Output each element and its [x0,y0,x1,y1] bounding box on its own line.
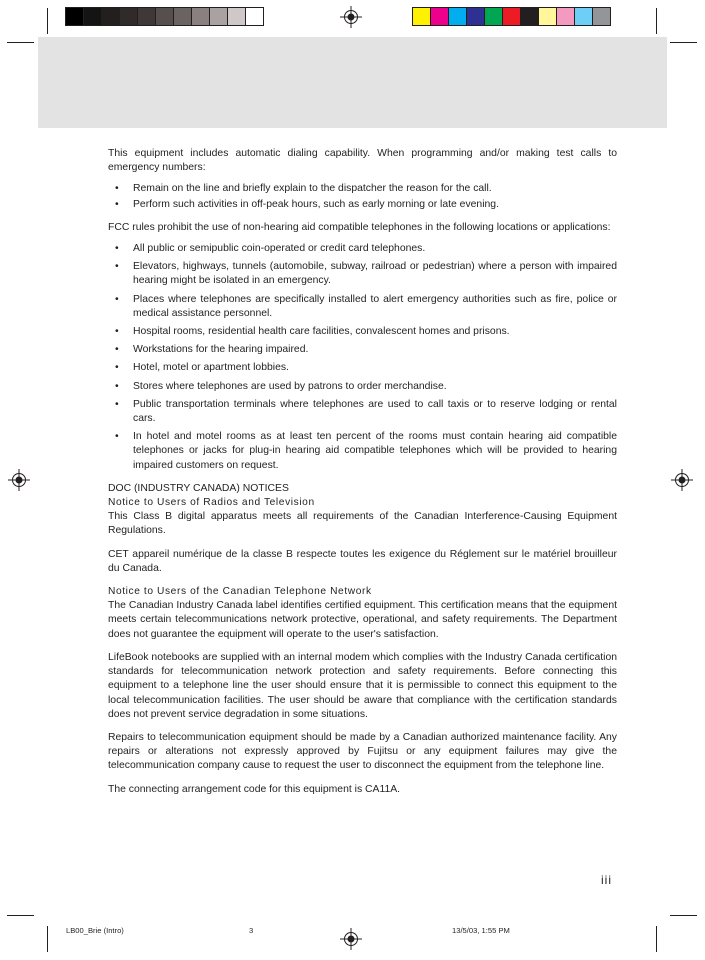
code-text: The connecting arrangement code for this equipment is CA11A. [108,783,401,795]
footer-page: 3 [249,926,254,935]
registration-mark-icon [340,928,362,950]
color-swatch [592,7,611,26]
color-swatch [137,7,156,26]
emergency-list [108,182,617,211]
list-item: • Perform such activities in off-peak hours, such as early morning or late evening. [108,198,617,212]
color-swatch [155,7,174,26]
process-color-bar [413,7,611,26]
color-swatch [191,7,210,26]
crop-mark [47,926,48,952]
footer-file: LB00_Brie (Intro) [66,926,124,935]
crop-mark [7,42,34,43]
bullet-icon: • [115,326,119,338]
crop-mark [670,915,697,916]
repairs-text: Repairs to telecommunication equipment should be made by a Canadian authorized maintenance facility. Any repairs or alterations not expressly approved by Fujitsu or any equipment failures may give the telecommunication company cause to request the user to disconnect the equipment from the telephone line. [108,731,617,772]
fcc-intro: FCC rules prohibit the use of non-hearing aid compatible telephones in the following locations or applications: [108,221,611,233]
color-swatch [484,7,503,26]
telephone-text: The Canadian Industry Canada label identifies certified equipment. This certification means that the equipment meets certain telecommunications network protective, operational, and safety requirements. The Department does not guarantee the equipment will operate to the user's satisfaction. [108,600,617,640]
list-item: • Workstations for the hearing impaired. [108,343,617,357]
bullet-icon: • [115,293,119,305]
crop-mark [7,915,34,916]
color-swatch [245,7,264,26]
crop-mark [47,8,48,34]
color-swatch [412,7,431,26]
list-item: • Remain on the line and briefly explain to the dispatcher the reason for the call. [108,182,617,196]
color-swatch [83,7,102,26]
crop-mark [656,8,657,34]
fcc-list [108,242,617,473]
lifebook-text: LifeBook notebooks are supplied with an internal modem which complies with the Industry Canada certification standards for telecommunication network protection and safety requirements. Before connecting this equipment to a telephone line the user should ensure that it is permissible to connect this equipment to the local telecommunication facilities. The user should be aware that compliance with the certification standards does not prevent service degradation in some situations. [108,651,617,720]
list-item: • All public or semipublic coin-operated or credit card telephones. [108,242,617,256]
bullet-icon: • [115,431,119,443]
radio-heading: Notice to Users of Radios and Television [108,497,315,509]
list-item: • In hotel and motel rooms as at least ten percent of the rooms must contain hearing aid compatible telephones or jacks for plug-in hearing aid compatible telephones which will be provided to hearing impaired customers on request. [115,431,617,471]
color-swatch [520,7,539,26]
registration-mark-icon [8,469,30,491]
list-item: • Stores where telephones are used by patrons to order merchandise. [108,380,617,394]
list-item: • Hospital rooms, residential health care facilities, convalescent homes and prisons. [108,325,617,339]
registration-mark-icon [671,469,693,491]
bullet-icon: • [115,380,119,392]
color-swatch [466,7,485,26]
page-number: iii [601,873,612,887]
bullet-icon: • [115,261,119,273]
color-swatch [227,7,246,26]
list-item: • Hotel, motel or apartment lobbies. [108,361,617,375]
header-band [38,37,667,128]
list-item: • Elevators, highways, tunnels (automobile, subway, railroad or pedestrian) where a person with impaired hearing might be isolated in an emergency. [115,261,617,287]
list-item: • Places where telephones are specifically installed to alert emergency authorities such as fire, police or medical assistance personnel. [115,293,617,319]
color-swatch [173,7,192,26]
color-swatch [65,7,84,26]
emergency-intro: This equipment includes automatic dialing capability. When programming and/or making test calls to emergency numbers: [108,148,617,174]
color-swatch [209,7,228,26]
french-text: CET appareil numérique de la classe B respecte toutes les exigence du Réglement sur le matériel brouilleur du Canada. [108,548,617,574]
registration-mark-icon [340,6,362,28]
bullet-icon: • [115,344,119,356]
bullet-icon: • [115,398,119,410]
bullet-icon: • [115,362,119,374]
doc-heading: DOC (INDUSTRY CANADA) NOTICES [108,482,289,494]
crop-mark [656,926,657,952]
page-content [108,147,617,797]
color-swatch [502,7,521,26]
list-item: • Public transportation terminals where telephones are used to call taxis or to reserve lodging or rental cars. [115,398,617,425]
grayscale-color-bar [66,7,264,26]
color-swatch [101,7,120,26]
color-swatch [538,7,557,26]
color-swatch [430,7,449,26]
radio-text: This Class B digital apparatus meets all requirements of the Canadian Interference-Causing Equipment Regulations. [108,511,617,537]
color-swatch [556,7,575,26]
telephone-heading: Notice to Users of the Canadian Telephone Network [108,586,372,598]
bullet-icon: • [115,198,119,210]
color-swatch [119,7,138,26]
footer-date: 13/5/03, 1:55 PM [452,926,510,935]
bullet-icon: • [115,243,119,255]
color-swatch [574,7,593,26]
color-swatch [448,7,467,26]
bullet-icon: • [115,183,119,195]
crop-mark [670,42,697,43]
